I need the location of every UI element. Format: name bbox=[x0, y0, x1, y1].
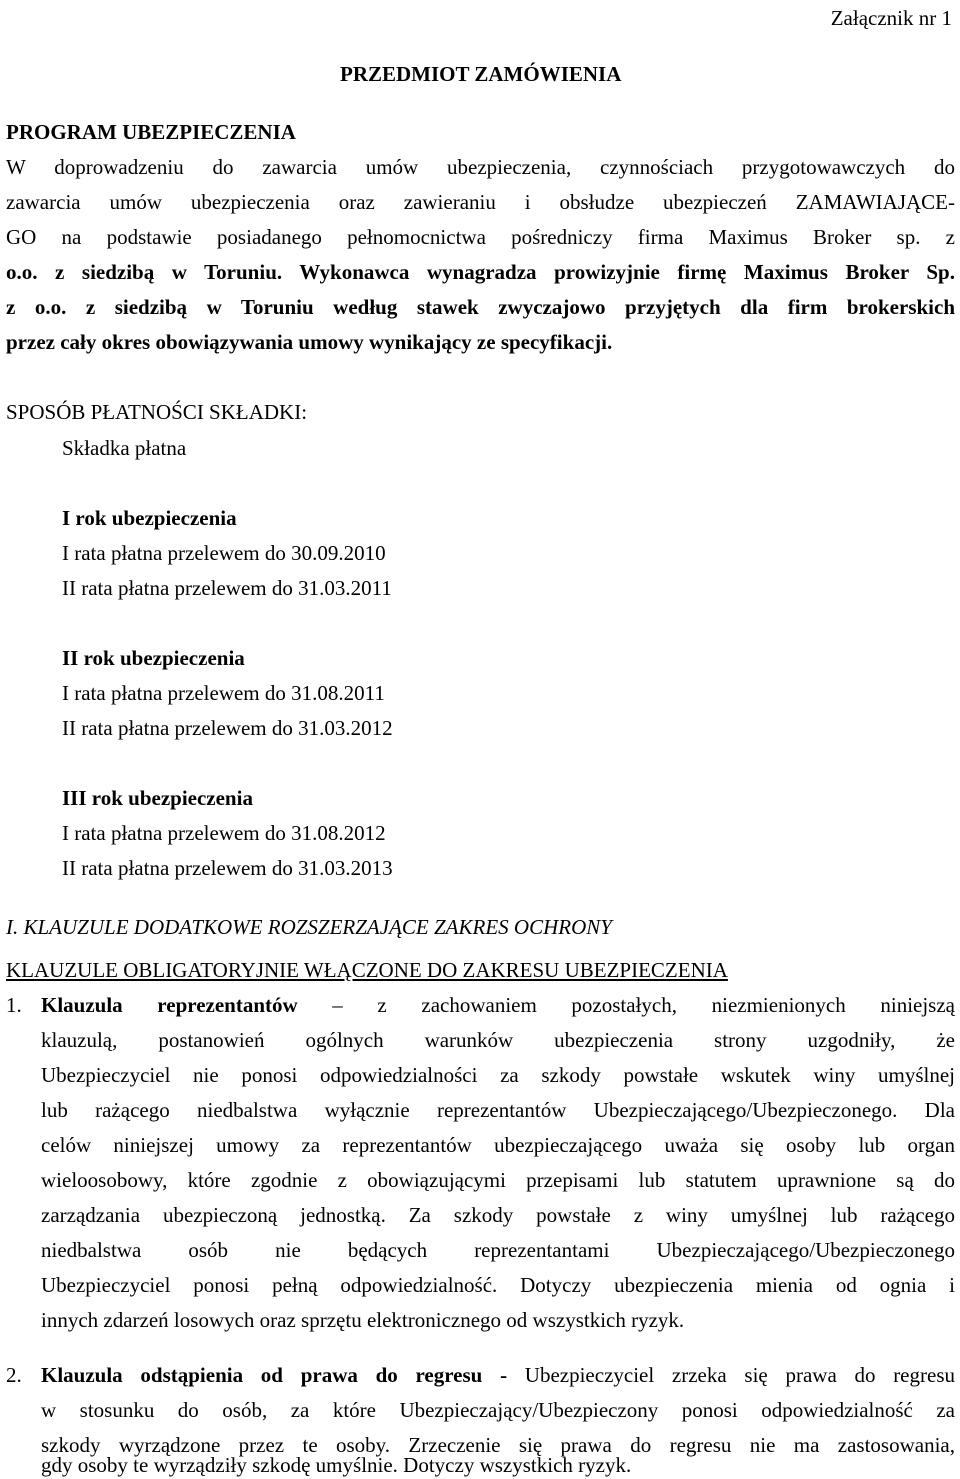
clause-number: 1. bbox=[6, 993, 22, 1017]
clause-title: Klauzula reprezentantów bbox=[41, 993, 298, 1017]
clause-line: wieloosobowy, które zgodnie z obowiązującymi przepisami lub statutem uprawnione są do bbox=[41, 1168, 955, 1192]
clause-first-line bbox=[41, 995, 955, 1016]
rate-line: I rata płatna przelewem do 31.08.2011 bbox=[62, 681, 385, 705]
program-line: W doprowadzeniu do zawarcia umów ubezpieczenia, czynnościach przygotowawczych do bbox=[6, 155, 955, 179]
attachment-label: Załącznik nr 1 bbox=[830, 6, 952, 30]
clause-line: niedbalstwa osób nie będących reprezentantami Ubezpieczającego/Ubezpieczonego bbox=[41, 1238, 955, 1262]
clause-line: szkody wyrządzone przez te osoby. Zrzeczenie się prawa do regresu nie ma zastosowania, bbox=[41, 1433, 955, 1457]
clause-line: w stosunku do osób, za które Ubezpieczający/Ubezpieczony ponosi odpowiedzialność za bbox=[41, 1398, 955, 1422]
clause-line: innych zdarzeń losowych oraz sprzętu elektronicznego od wszystkich ryzyk. bbox=[41, 1308, 685, 1332]
program-line: o.o. z siedzibą w Toruniu. Wykonawca wynagradza prowizyjnie firmę Maximus Broker Sp. bbox=[6, 260, 955, 284]
clause-line: zarządzania ubezpieczoną jednostką. Za szkody powstałe z winy umyślnej lub rażącego bbox=[41, 1203, 955, 1227]
clause-line: celów niniejszej umowy za reprezentantów ubezpieczającego uważa się osoby lub organ bbox=[41, 1133, 955, 1157]
clause-line: klauzulą, postanowień ogólnych warunków ubezpieczenia strony uzgodniły, że bbox=[41, 1028, 955, 1052]
program-line: GO na podstawie posiadanego pełnomocnictwa pośredniczy firma Maximus Broker sp. z bbox=[6, 225, 955, 249]
clause-line: lub rażącego niedbalstwa wyłącznie reprezentantów Ubezpieczającego/Ubezpieczonego. Dla bbox=[41, 1098, 955, 1122]
year-label: III rok ubezpieczenia bbox=[62, 786, 253, 810]
rate-line: II rata płatna przelewem do 31.03.2013 bbox=[62, 856, 393, 880]
clauses-subheading: KLAUZULE OBLIGATORYJNIE WŁĄCZONE DO ZAKRESU UBEZPIECZENIA bbox=[6, 958, 728, 982]
rate-line: II rata płatna przelewem do 31.03.2012 bbox=[62, 716, 393, 740]
payment-heading: SPOSÓB PŁATNOŚCI SKŁADKI: bbox=[6, 400, 308, 424]
clause-first-line bbox=[41, 1365, 955, 1386]
clause-line: Ubezpieczyciel nie ponosi odpowiedzialności za szkody powstałe wskutek winy umyślnej bbox=[41, 1063, 955, 1087]
program-heading: PROGRAM UBEZPIECZENIA bbox=[6, 120, 296, 144]
payment-intro: Składka płatna bbox=[62, 436, 187, 460]
document-title: PRZEDMIOT ZAMÓWIENIA bbox=[340, 62, 622, 86]
clause-line: gdy osoby te wyrządziły szkodę umyślnie. Dotyczy wszystkich ryzyk. bbox=[41, 1453, 632, 1477]
rate-line: I rata płatna przelewem do 31.08.2012 bbox=[62, 821, 386, 845]
program-line: z o.o. z siedzibą w Toruniu według stawek zwyczajowo przyjętych dla firm brokerskich bbox=[6, 295, 955, 319]
program-line: zawarcia umów ubezpieczenia oraz zawieraniu i obsłudze ubezpieczeń ZAMAWIAJĄCE- bbox=[6, 190, 955, 214]
year-label: II rok ubezpieczenia bbox=[62, 646, 245, 670]
clauses-heading: I. KLAUZULE DODATKOWE ROZSZERZAJĄCE ZAKRES OCHRONY bbox=[6, 915, 612, 939]
program-line: przez cały okres obowiązywania umowy wynikający ze specyfikacji. bbox=[6, 330, 613, 354]
clause-text: – z zachowaniem pozostałych, niezmienionych niniejszą bbox=[297, 993, 955, 1017]
clause-line: Ubezpieczyciel ponosi pełną odpowiedzialność. Dotyczy ubezpieczenia mienia od ognia i bbox=[41, 1273, 955, 1297]
clause-title: Klauzula odstąpienia od prawa do regresu - bbox=[41, 1363, 508, 1387]
year-label: I rok ubezpieczenia bbox=[62, 506, 237, 530]
rate-line: II rata płatna przelewem do 31.03.2011 bbox=[62, 576, 392, 600]
rate-line: I rata płatna przelewem do 30.09.2010 bbox=[62, 541, 386, 565]
clause-text: Ubezpieczyciel zrzeka się prawa do regresu bbox=[507, 1363, 955, 1387]
clause-number: 2. bbox=[6, 1363, 22, 1387]
